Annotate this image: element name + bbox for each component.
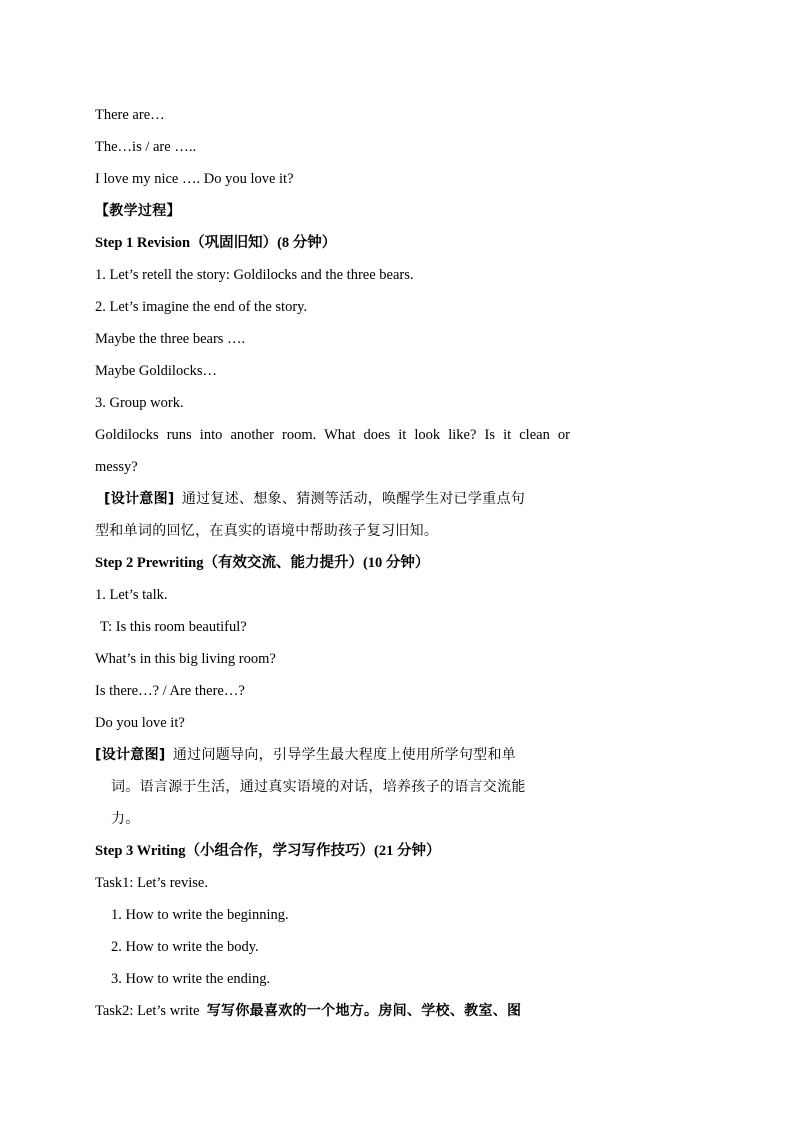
list-item: 2. How to write the body. xyxy=(111,939,259,955)
task-text: 写写你最喜欢的一个地方。房间、学校、教室、图 xyxy=(206,1003,522,1019)
design-intent-line xyxy=(95,745,570,765)
text-line: 词。语言源于生活，通过真实语境的对话，培养孩子的语言交流能 xyxy=(111,779,526,795)
list-item: 3. How to write the ending. xyxy=(111,971,271,987)
step-heading: Step 1 Revision（巩固旧知）(8 分钟） xyxy=(95,235,337,251)
text-line: Goldilocks runs into another room. What does it look like? Is it clean or xyxy=(95,427,570,443)
list-item: 1. How to write the beginning. xyxy=(111,907,289,923)
text-line: 力。 xyxy=(111,811,140,827)
text-line: messy? xyxy=(95,459,138,475)
document-page xyxy=(95,0,570,1122)
design-intent-text: 通过问题导向，引导学生最大程度上使用所学句型和单 xyxy=(172,747,517,763)
text-line: 2. Let’s imagine the end of the story. xyxy=(95,299,308,315)
step-heading: Step 3 Writing（小组合作，学习写作技巧）(21 分钟） xyxy=(95,843,441,859)
task-line xyxy=(95,1001,570,1021)
text-line: 型和单词的回忆，在真实的语境中帮助孩子复习旧知。 xyxy=(95,523,439,539)
text-line: Maybe the three bears …. xyxy=(95,331,246,347)
text-line: 1. Let’s retell the story: Goldilocks and the three bears. xyxy=(95,267,414,283)
text-line: There are… xyxy=(95,107,165,123)
text-line: Task1: Let’s revise. xyxy=(95,875,208,891)
text-line: I love my nice …. Do you love it? xyxy=(95,171,294,187)
text-line: Maybe Goldilocks… xyxy=(95,363,218,379)
text-line: Do you love it? xyxy=(95,715,185,731)
step-heading: Step 2 Prewriting（有效交流、能力提升）(10 分钟） xyxy=(95,555,430,571)
design-intent-label: [设计意图] xyxy=(95,747,166,763)
text-line: Is there…? / Are there…? xyxy=(95,683,245,699)
design-intent-label: [设计意图] xyxy=(104,491,175,507)
text-line: 3. Group work. xyxy=(95,395,184,411)
design-intent-text: 通过复述、想象、猜测等活动，唤醒学生对已学重点句 xyxy=(181,491,526,507)
text-line: What’s in this big living room? xyxy=(95,651,276,667)
design-intent-line xyxy=(104,489,570,509)
section-heading: 【教学过程】 xyxy=(95,203,181,219)
text-line: 1. Let’s talk. xyxy=(95,587,168,603)
text-line: T: Is this room beautiful? xyxy=(100,619,247,635)
text-line: The…is / are ….. xyxy=(95,139,197,155)
task-label: Task2: Let’s write xyxy=(95,1003,200,1019)
